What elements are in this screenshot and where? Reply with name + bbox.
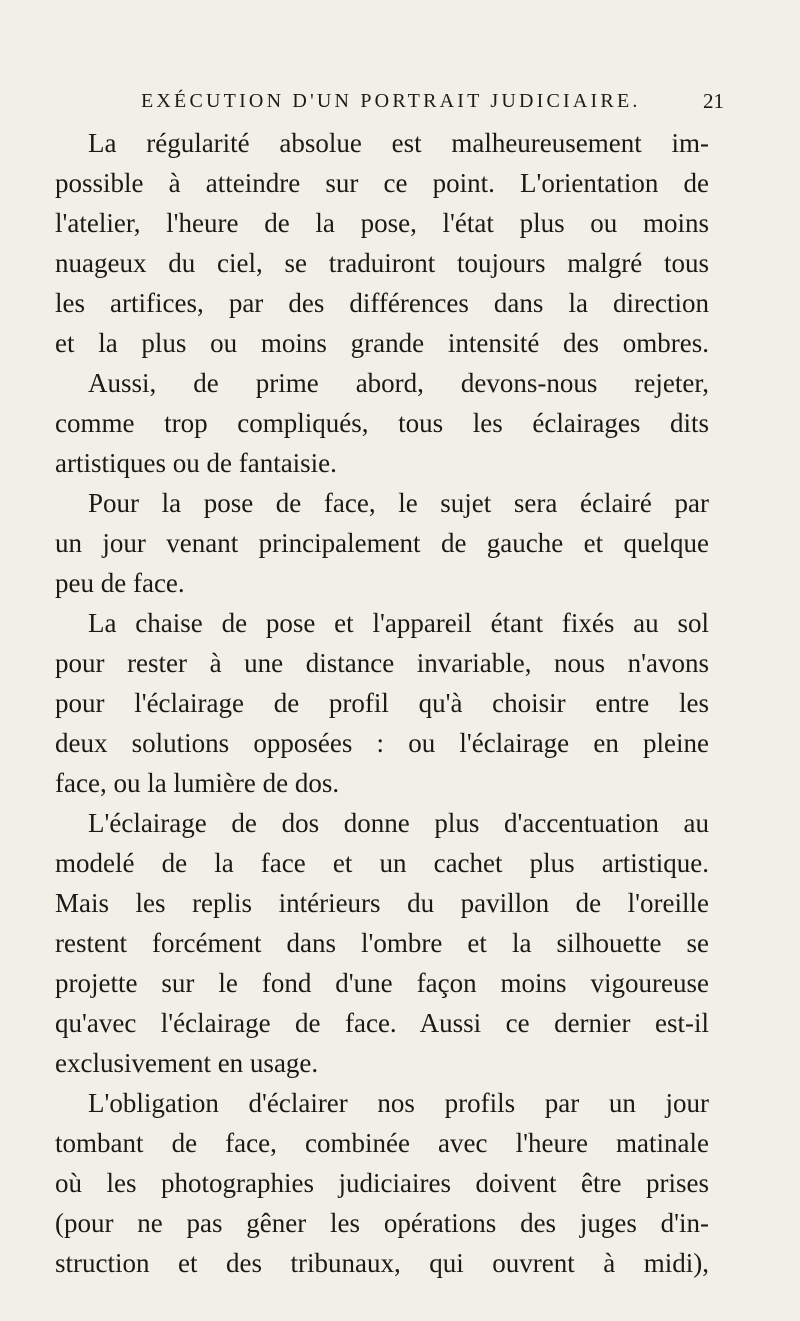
text-line: face, ou la lumière de dos.	[55, 768, 340, 798]
text-line: La chaise de pose et l'appareil étant fixés au sol	[88, 608, 709, 638]
text-line: les artifices, par des différences dans la direction	[55, 288, 709, 318]
text-line: deux solutions opposées : ou l'éclairage en pleine	[55, 728, 709, 758]
text-line: Mais les replis intérieurs du pavillon de l'oreille	[55, 888, 709, 918]
text-line: pour l'éclairage de profil qu'à choisir entre les	[55, 688, 709, 718]
text-line: L'éclairage de dos donne plus d'accentuation au	[88, 808, 709, 838]
text-line: Aussi, de prime abord, devons-nous rejeter,	[88, 368, 709, 398]
page-number: 21	[703, 89, 724, 113]
text-line: exclusivement en usage.	[55, 1048, 319, 1078]
text-line: Pour la pose de face, le sujet sera éclairé par	[88, 488, 709, 518]
text-line: struction et des tribunaux, qui ouvrent à midi),	[55, 1248, 709, 1278]
text-line: artistiques ou de fantaisie.	[55, 448, 337, 478]
text-line: tombant de face, combinée avec l'heure matinale	[55, 1128, 709, 1158]
text-line: et la plus ou moins grande intensité des ombres.	[55, 328, 709, 358]
text-line: pour rester à une distance invariable, nous n'avons	[55, 648, 709, 678]
text-line: comme trop compliqués, tous les éclairages dits	[55, 408, 709, 438]
text-line: projette sur le fond d'une façon moins vigoureuse	[55, 968, 709, 998]
text-line: où les photographies judiciaires doivent être prises	[55, 1168, 709, 1198]
text-line: nuageux du ciel, se traduiront toujours malgré tous	[55, 248, 709, 278]
text-line: qu'avec l'éclairage de face. Aussi ce dernier est-il	[55, 1008, 709, 1038]
text-line: possible à atteindre sur ce point. L'orientation de	[55, 168, 709, 198]
text-line: La régularité absolue est malheureusement im-	[88, 128, 709, 158]
running-head	[0, 86, 800, 116]
text-line: un jour venant principalement de gauche et quelque	[55, 528, 709, 558]
text-line: L'obligation d'éclairer nos profils par un jour	[88, 1088, 709, 1118]
text-line: modelé de la face et un cachet plus artistique.	[55, 848, 709, 878]
text-line: (pour ne pas gêner les opérations des juges d'in-	[55, 1208, 709, 1238]
text-line: l'atelier, l'heure de la pose, l'état plus ou moins	[55, 208, 709, 238]
text-line: peu de face.	[55, 568, 185, 598]
text-line: restent forcément dans l'ombre et la silhouette se	[55, 928, 709, 958]
running-title: EXÉCUTION D'UN PORTRAIT JUDICIAIRE.	[141, 90, 641, 112]
